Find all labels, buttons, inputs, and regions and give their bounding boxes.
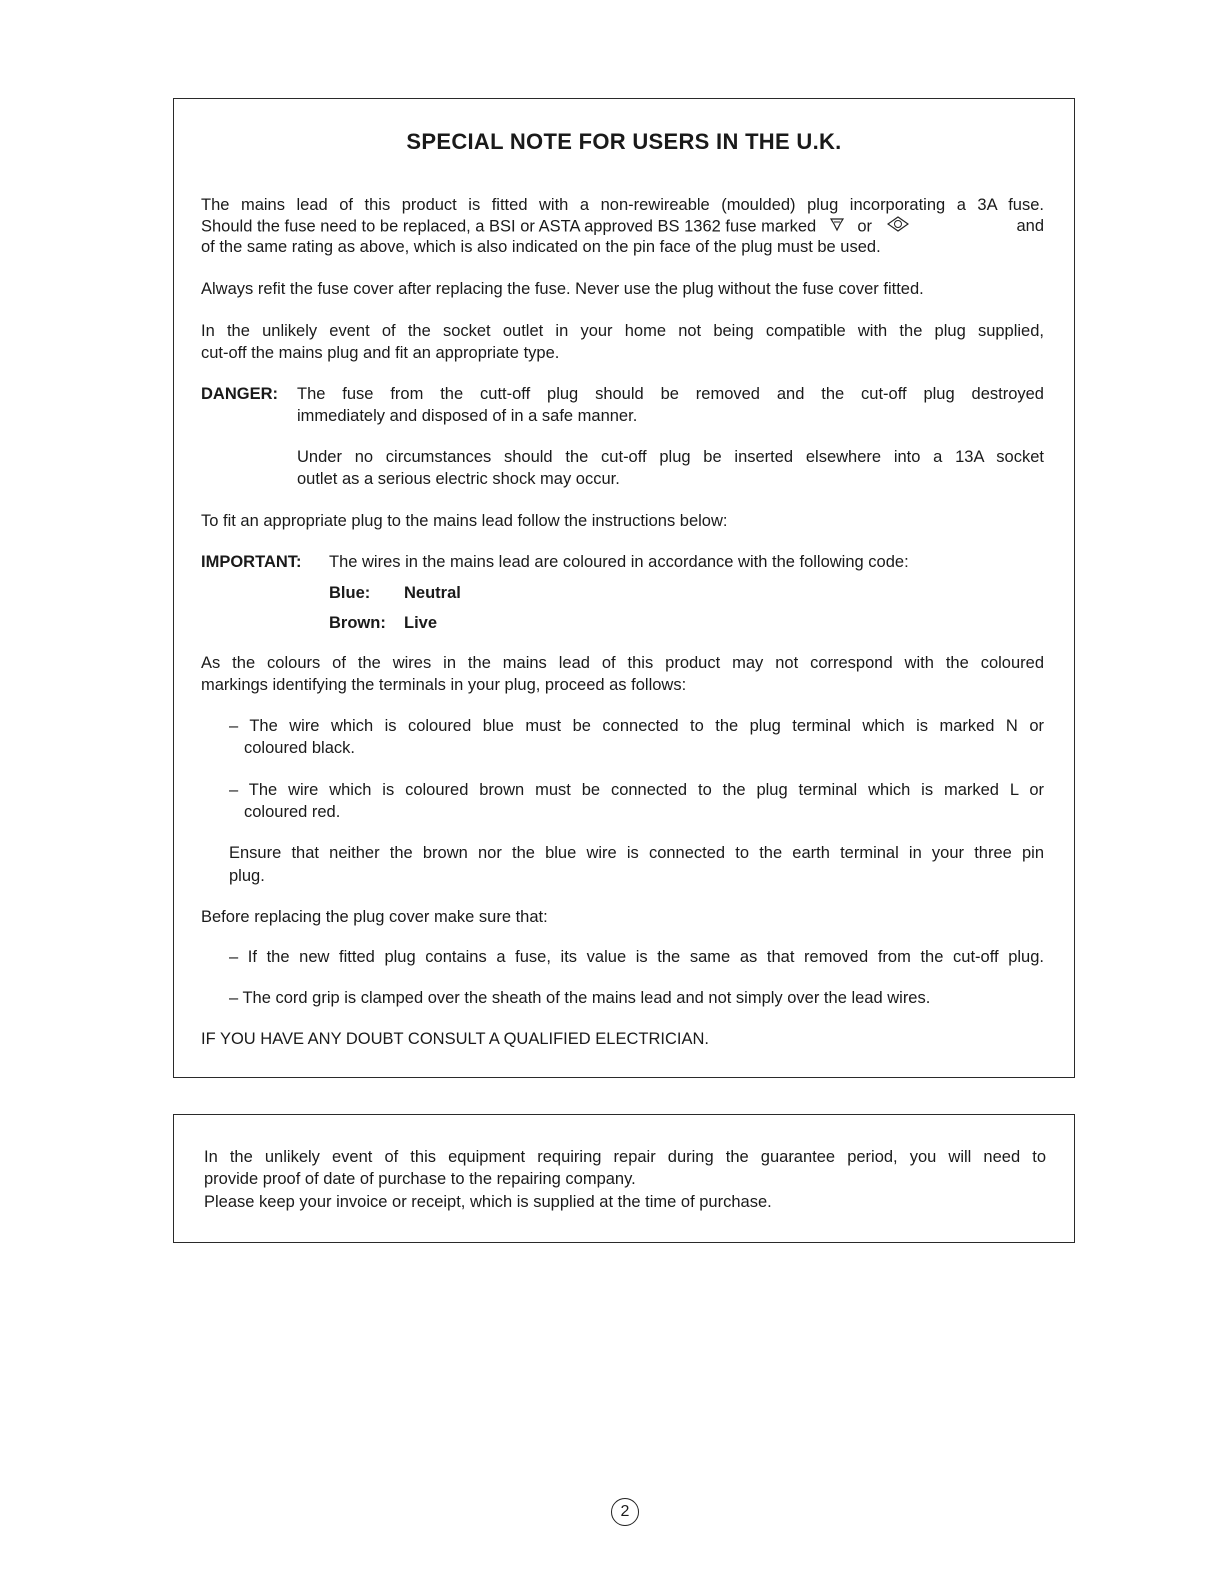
code-brown-meaning: Live [404,614,438,632]
ensure-line2: plug. [229,867,265,885]
doubt-warning: IF YOU HAVE ANY DOUBT CONSULT A QUALIFIED ELECTRICIAN. [201,1030,709,1048]
bsi-kitemark-icon [829,216,845,238]
danger-line3: Under no circumstances should the cut-off plug be inserted elsewhere into a 13A socket [297,448,1044,466]
page-title: SPECIAL NOTE FOR USERS IN THE U.K. [406,129,842,154]
p4: To fit an appropriate plug to the mains lead follow the instructions below: [201,512,728,530]
p1-or: or [857,217,873,236]
danger-line2: immediately and disposed of in a safe manner. [297,407,638,425]
p2: Always refit the fuse cover after replacing the fuse. Never use the plug without the fuse cover fitted. [201,280,924,298]
code-blue-colour: Blue: [329,584,371,602]
bullet1-line1: – The wire which is coloured blue must be connected to the plug terminal which is marked N or [229,717,1044,735]
p3-line1: In the unlikely event of the socket outlet in your home not being compatible with the plug supplied, [201,322,1044,340]
danger-line4: outlet as a serious electric shock may occur. [297,470,620,488]
p1-line3: of the same rating as above, which is also indicated on the pin face of the plug must be used. [201,238,881,256]
code-brown-colour: Brown: [329,614,386,632]
p1-line1: The mains lead of this product is fitted with a non-rewireable (moulded) plug incorporating a 3A fuse. [201,196,1044,214]
important-label: IMPORTANT: [201,553,302,571]
note-line2: provide proof of date of purchase to the repairing company. [204,1170,636,1188]
bullet1-line2: coloured black. [244,739,355,757]
before-text: Before replacing the plug cover make sure that: [201,908,548,926]
danger-line1: The fuse from the cutt-off plug should be removed and the cut-off plug destroyed [297,385,1044,403]
danger-label: DANGER: [201,385,278,403]
asta-mark-icon [887,216,909,238]
bullet3: – If the new fitted plug contains a fuse, its value is the same as that removed from the cut-off plug. [229,948,1044,966]
ensure-line1: Ensure that neither the brown nor the blue wire is connected to the earth terminal in your three pin [229,844,1044,862]
p1-and: and [1016,217,1044,235]
code-blue-meaning: Neutral [404,584,461,602]
important-text: The wires in the mains lead are coloured in accordance with the following code: [329,553,909,571]
note-line3: Please keep your invoice or receipt, which is supplied at the time of purchase. [204,1193,772,1211]
page-number: 2 [611,1498,639,1526]
bullet4: – The cord grip is clamped over the sheath of the mains lead and not simply over the lead wires. [229,989,931,1007]
p3-line2: cut-off the mains plug and fit an appropriate type. [201,344,560,362]
note-line1: In the unlikely event of this equipment requiring repair during the guarantee period, you will need to [204,1148,1046,1166]
bullet2-line1: – The wire which is coloured brown must be connected to the plug terminal which is marked L or [229,781,1044,799]
p1-line2-text: Should the fuse need to be replaced, a BSI or ASTA approved BS 1362 fuse marked [201,217,817,236]
p5-line2: markings identifying the terminals in your plug, proceed as follows: [201,676,687,694]
bullet2-line2: coloured red. [244,803,341,821]
p5-line1: As the colours of the wires in the mains lead of this product may not correspond with the coloured [201,654,1044,672]
p1-line2 [201,216,1044,238]
